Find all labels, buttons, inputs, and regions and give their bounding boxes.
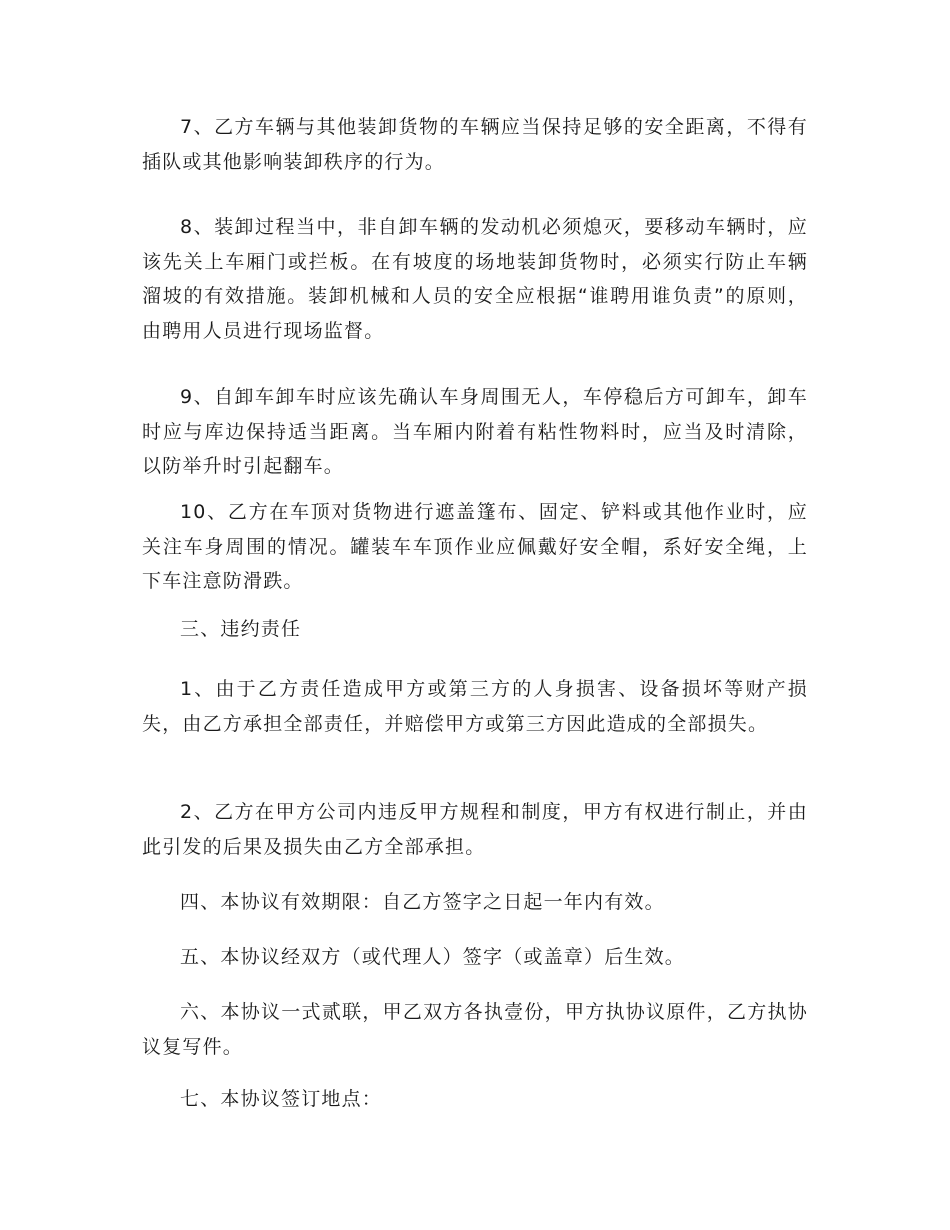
clause-9-paragraph: 9、自卸车卸车时应该先确认车身周围无人，车停稳后方可卸车，卸车时应与库边保持适当距离。当车厢内附着有粘性物料时，应当及时清除，以防举升时引起翻车。 xyxy=(142,386,808,477)
clause-10-paragraph: 10、乙方在车顶对货物进行遮盖篷布、固定、铲料或其他作业时，应关注车身周围的情况。罐装车车顶作业应佩戴好安全帽，系好安全绳，上下车注意防滑跌。 xyxy=(142,501,808,592)
liability-clause-2-paragraph: 2、乙方在甲方公司内违反甲方规程和制度，甲方有权进行制止，并由此引发的后果及损失由乙方全部承担。 xyxy=(142,801,808,858)
section-three-heading: 三、违约责任 xyxy=(180,618,302,640)
liability-clause-1-paragraph: 1、由于乙方责任造成甲方或第三方的人身损害、设备损坏等财产损失，由乙方承担全部责任，并赔偿甲方或第三方因此造成的全部损失。 xyxy=(142,678,808,735)
section-five-effect: 五、本协议经双方（或代理人）签字（或盖章）后生效。 xyxy=(180,946,686,968)
clause-8-paragraph: 8、装卸过程当中，非自卸车辆的发动机必须熄灭，要移动车辆时，应该先关上车厢门或拦板。在有坡度的场地装卸货物时，必须实行防止车辆溜坡的有效措施。装卸机械和人员的安全应根据“谁聘用谁负责”的原则，由聘用人员进行现场监督。 xyxy=(142,216,808,342)
section-four-validity: 四、本协议有效期限：自乙方签字之日起一年内有效。 xyxy=(180,891,665,913)
section-six-copies: 六、本协议一式贰联，甲乙双方各执壹份，甲方执协议原件，乙方执协议复写件。 xyxy=(142,1001,808,1058)
section-seven-signing-place: 七、本协议签订地点： xyxy=(180,1088,383,1110)
clause-7-paragraph: 7、乙方车辆与其他装卸货物的车辆应当保持足够的安全距离，不得有插队或其他影响装卸秩序的行为。 xyxy=(142,116,808,173)
